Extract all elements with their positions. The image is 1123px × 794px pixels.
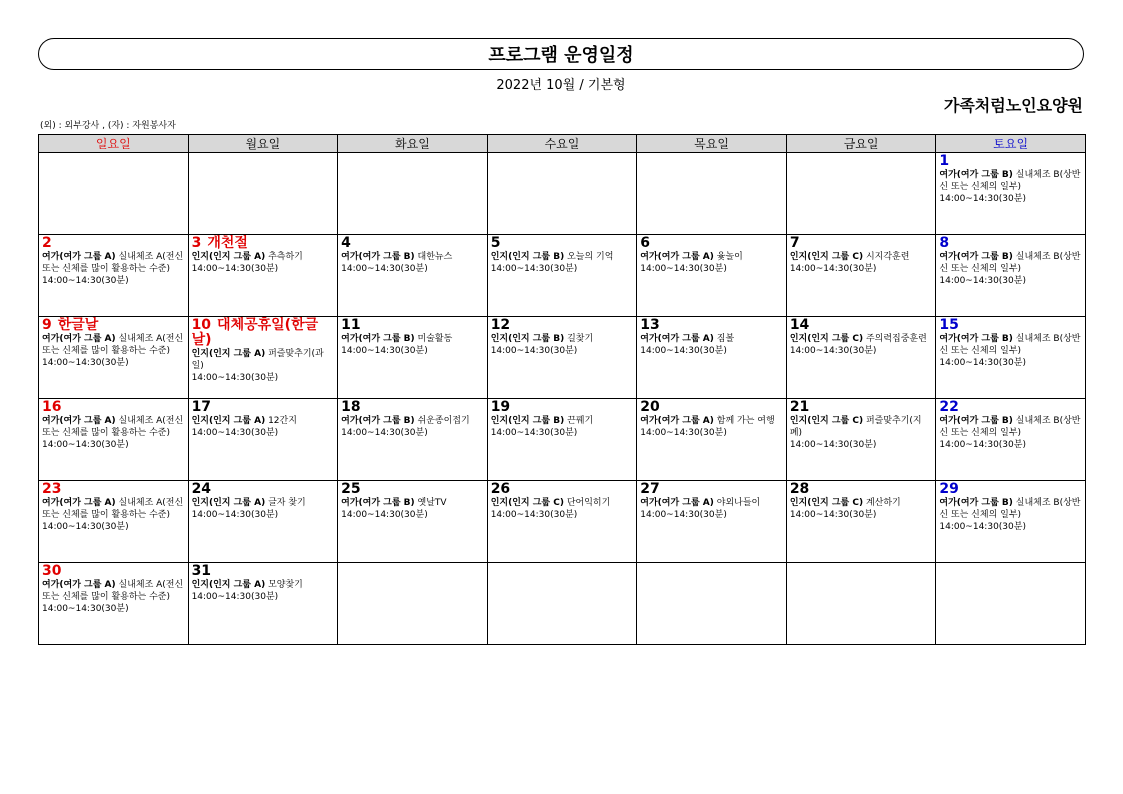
holiday-name: 한글날: [57, 317, 99, 333]
program-time: 14:00~14:30(30분): [640, 346, 727, 356]
day-number: 7: [789, 235, 800, 251]
program-entry: [42, 497, 185, 521]
program-group: 인지(인지 그룹 C): [789, 416, 864, 426]
program-activity: 실내체조 A(전신 또는 신체를 많이 활용하는 수준): [42, 580, 184, 602]
program-time: 14:00~14:30(30분): [789, 346, 877, 356]
program-group: 여가(여가 그룹 B): [939, 498, 1013, 508]
program-group: 여가(여가 그룹 A): [42, 334, 116, 344]
calendar-day-cell: [487, 399, 637, 481]
day-number-line: [790, 400, 933, 415]
program-entry: [341, 251, 484, 263]
day-number: 16: [42, 399, 62, 415]
program-entry: [42, 579, 185, 603]
program-time: 14:00~14:30(30분): [490, 510, 578, 520]
program-entry: [192, 348, 335, 372]
day-number-line: [491, 400, 634, 415]
program-activity: 길찾기: [567, 334, 594, 344]
program-time: 14:00~14:30(30분): [191, 264, 279, 274]
program-entry: [640, 497, 783, 509]
program-group: 여가(여가 그룹 B): [939, 170, 1013, 180]
day-number: 26: [490, 481, 511, 497]
day-number: 2: [42, 235, 52, 251]
day-number-line: [192, 482, 335, 497]
day-number-line: [42, 564, 185, 579]
program-group: 여가(여가 그룹 A): [640, 334, 714, 344]
calendar-day-cell: [338, 399, 488, 481]
program-activity: 실내체조 B(상반신 또는 신체의 일부): [939, 416, 1081, 438]
calendar-day-cell: [487, 563, 637, 645]
program-entry: [192, 497, 335, 509]
legend-note: (외) : 외부강사 , (자) : 자원봉사자: [40, 121, 176, 131]
program-entry: [790, 415, 933, 439]
weekday-wednesday: 수요일: [487, 135, 637, 153]
program-group: 여가(여가 그룹 B): [939, 252, 1013, 262]
program-time: 14:00~14:30(30분): [789, 440, 877, 450]
program-entry: [790, 251, 933, 263]
program-time: 14:00~14:30(30분): [42, 358, 129, 368]
day-number: 18: [341, 399, 361, 415]
program-group: 여가(여가 그룹 A): [640, 252, 714, 262]
program-group: 여가(여가 그룹 A): [640, 416, 714, 426]
program-time: 14:00~14:30(30분): [939, 522, 1026, 532]
program-group: 여가(여가 그룹 A): [42, 498, 116, 508]
program-time: 14:00~14:30(30분): [490, 428, 578, 438]
program-time: 14:00~14:30(30분): [640, 264, 727, 274]
program-time: 14:00~14:30(30분): [939, 276, 1026, 286]
program-entry: [192, 579, 335, 591]
day-number-line: [939, 482, 1082, 497]
day-number-line: [939, 318, 1082, 333]
program-activity: 주의력집중훈련: [865, 334, 927, 344]
weekday-friday: 금요일: [786, 135, 936, 153]
program-group: 여가(여가 그룹 A): [42, 580, 116, 590]
program-activity: 실내체조 A(전신 또는 신체를 많이 활용하는 수준): [42, 498, 184, 520]
program-activity: 대한뉴스: [417, 252, 453, 262]
calendar-day-cell: [487, 153, 637, 235]
day-number: 29: [939, 481, 959, 497]
day-number-line: [341, 236, 484, 251]
calendar-day-cell: [936, 235, 1086, 317]
day-number-line: [939, 236, 1082, 251]
program-entry: [491, 415, 634, 427]
day-number: 19: [490, 399, 511, 415]
program-activity: 야외나들이: [716, 498, 761, 508]
program-activity: 미술활동: [417, 334, 453, 344]
program-group: 여가(여가 그룹 B): [341, 498, 415, 508]
organization-name: 가족처럼노인요양원: [943, 96, 1083, 115]
calendar-day-cell: [487, 481, 637, 563]
program-entry: [491, 333, 634, 345]
day-number-line: [491, 482, 634, 497]
day-number-line: [640, 236, 783, 251]
day-number-line: [42, 400, 185, 415]
calendar-table: [38, 134, 1086, 645]
program-activity: 추측하기: [268, 252, 303, 262]
calendar-day-cell: [487, 235, 637, 317]
program-entry: [42, 333, 185, 357]
program-time: 14:00~14:30(30분): [42, 604, 129, 614]
program-group: 인지(인지 그룹 C): [490, 498, 564, 508]
program-time: 14:00~14:30(30분): [42, 522, 129, 532]
program-activity: 글자 찾기: [268, 498, 306, 508]
day-number-line: [192, 564, 335, 579]
program-group: 여가(여가 그룹 B): [939, 416, 1013, 426]
day-number-line: [341, 482, 484, 497]
day-number: 21: [789, 399, 810, 415]
program-group: 인지(인지 그룹 A): [191, 349, 266, 359]
program-entry: [341, 415, 484, 427]
day-number: 17: [191, 399, 212, 415]
program-activity: 계산하기: [865, 498, 901, 508]
program-activity: 실내체조 A(전신 또는 신체를 많이 활용하는 수준): [42, 334, 184, 356]
day-number: 23: [42, 481, 62, 497]
program-entry: [939, 251, 1082, 275]
program-activity: 단어익히기: [566, 498, 611, 508]
day-number-line: [790, 318, 933, 333]
calendar-day-cell: [188, 481, 338, 563]
calendar-day-cell: [786, 153, 936, 235]
calendar-day-cell: [637, 563, 787, 645]
program-activity: 실내체조 A(전신 또는 신체를 많이 활용하는 수준): [42, 416, 184, 438]
day-number-line: [491, 318, 634, 333]
day-number-line: [640, 482, 783, 497]
program-group: 인지(인지 그룹 C): [789, 252, 864, 262]
day-number-line: [341, 318, 484, 333]
program-entry: [192, 251, 335, 263]
weekday-saturday: 토요일: [936, 135, 1086, 153]
program-time: 14:00~14:30(30분): [191, 592, 279, 602]
calendar-day-cell: [338, 563, 488, 645]
program-time: 14:00~14:30(30분): [490, 346, 578, 356]
calendar-week-row: [39, 317, 1086, 399]
day-number: 15: [939, 317, 959, 333]
day-number: 14: [789, 317, 810, 333]
day-number-line: [42, 482, 185, 497]
program-activity: 퍼즐맞추기(지폐): [789, 416, 922, 438]
program-time: 14:00~14:30(30분): [789, 264, 877, 274]
program-group: 여가(여가 그룹 B): [341, 416, 415, 426]
day-number: 12: [490, 317, 511, 333]
page-title: [38, 38, 1084, 70]
calendar-day-cell: [786, 481, 936, 563]
program-group: 여가(여가 그룹 B): [341, 252, 415, 262]
calendar-day-cell: [637, 399, 787, 481]
program-group: 인지(인지 그룹 A): [191, 416, 266, 426]
day-number-line: [939, 400, 1082, 415]
program-activity: 옛날TV: [417, 498, 447, 508]
calendar-day-cell: [786, 235, 936, 317]
weekday-header-row: [39, 135, 1086, 153]
program-activity: 퍼즐맞추기(과일): [191, 349, 324, 371]
program-time: 14:00~14:30(30분): [640, 428, 727, 438]
program-activity: 실내체조 B(상반신 또는 신체의 일부): [939, 252, 1081, 274]
program-group: 인지(인지 그룹 A): [191, 252, 266, 262]
calendar-day-cell: [39, 481, 189, 563]
subtitle: 2022년 10월 / 기본형: [496, 78, 626, 93]
day-number-line: [790, 482, 933, 497]
calendar-day-cell: [786, 399, 936, 481]
day-number: 30: [42, 563, 62, 579]
program-group: 여가(여가 그룹 A): [640, 498, 714, 508]
program-group: 인지(인지 그룹 A): [191, 498, 266, 508]
program-time: 14:00~14:30(30분): [341, 346, 428, 356]
day-number-line: [192, 318, 335, 348]
day-number: 13: [640, 317, 660, 333]
calendar-day-cell: [936, 399, 1086, 481]
calendar-day-cell: [338, 481, 488, 563]
program-entry: [491, 497, 634, 509]
program-group: 여가(여가 그룹 A): [42, 416, 116, 426]
weekday-thursday: 목요일: [637, 135, 787, 153]
program-activity: 오늘의 기억: [567, 252, 614, 262]
day-number: 20: [640, 399, 660, 415]
day-number-line: [192, 236, 335, 251]
day-number: 9: [42, 317, 52, 333]
calendar-day-cell: [338, 235, 488, 317]
program-activity: 짐볼: [716, 334, 735, 344]
calendar-day-cell: [936, 563, 1086, 645]
calendar-week-row: [39, 153, 1086, 235]
day-number: 31: [191, 563, 212, 579]
day-number: 24: [191, 481, 212, 497]
calendar-body: [39, 153, 1086, 645]
program-time: 14:00~14:30(30분): [42, 276, 129, 286]
program-time: 14:00~14:30(30분): [191, 510, 279, 520]
calendar-day-cell: [338, 317, 488, 399]
program-time: 14:00~14:30(30분): [42, 440, 129, 450]
program-activity: 함께 가는 여행: [716, 416, 775, 426]
program-entry: [640, 415, 783, 427]
calendar-day-cell: [188, 153, 338, 235]
program-time: 14:00~14:30(30분): [341, 510, 428, 520]
program-entry: [192, 415, 335, 427]
holiday-name: 대체공휴일(한글날): [191, 317, 319, 348]
program-entry: [790, 497, 933, 509]
program-group: 여가(여가 그룹 B): [341, 334, 415, 344]
program-entry: [939, 497, 1082, 521]
program-entry: [939, 415, 1082, 439]
weekday-tuesday: 화요일: [338, 135, 488, 153]
program-time: 14:00~14:30(30분): [341, 264, 428, 274]
calendar-day-cell: [39, 399, 189, 481]
day-number: 28: [789, 481, 810, 497]
program-time: 14:00~14:30(30분): [640, 510, 727, 520]
program-entry: [42, 251, 185, 275]
program-group: 여가(여가 그룹 B): [939, 334, 1013, 344]
calendar-day-cell: [786, 317, 936, 399]
day-number: 8: [939, 235, 950, 251]
program-activity: 12간지: [268, 416, 297, 426]
day-number: 5: [490, 235, 501, 251]
day-number: 3: [191, 235, 202, 251]
day-number-line: [42, 236, 185, 251]
calendar-day-cell: [936, 153, 1086, 235]
calendar-day-cell: [487, 317, 637, 399]
program-activity: 실내체조 B(상반신 또는 신체의 일부): [939, 498, 1081, 520]
day-number-line: [640, 318, 783, 333]
weekday-monday: 월요일: [188, 135, 338, 153]
title-text: 프로그램 운영일정: [488, 45, 634, 66]
program-activity: 쉬운종이접기: [417, 416, 470, 426]
program-entry: [341, 333, 484, 345]
program-activity: 실내체조 A(전신 또는 신체를 많이 활용하는 수준): [42, 252, 184, 274]
calendar-day-cell: [188, 235, 338, 317]
day-number: 6: [640, 235, 650, 251]
program-time: 14:00~14:30(30분): [939, 194, 1026, 204]
program-activity: 모양찾기: [268, 580, 303, 590]
program-time: 14:00~14:30(30분): [191, 373, 279, 383]
program-entry: [790, 333, 933, 345]
holiday-name: 개천절: [207, 235, 248, 251]
program-group: 인지(인지 그룹 B): [490, 416, 565, 426]
day-number: 22: [939, 399, 959, 415]
day-number: 25: [341, 481, 361, 497]
calendar-day-cell: [637, 235, 787, 317]
program-entry: [42, 415, 185, 439]
program-entry: [640, 333, 783, 345]
calendar-day-cell: [936, 317, 1086, 399]
weekday-sunday: 일요일: [39, 135, 189, 153]
calendar-week-row: [39, 235, 1086, 317]
program-group: 인지(인지 그룹 B): [490, 252, 565, 262]
program-entry: [640, 251, 783, 263]
program-activity: 실내체조 B(상반신 또는 신체의 일부): [939, 334, 1081, 356]
day-number-line: [491, 236, 634, 251]
program-time: 14:00~14:30(30분): [490, 264, 578, 274]
calendar-day-cell: [786, 563, 936, 645]
program-entry: [939, 333, 1082, 357]
calendar-day-cell: [637, 317, 787, 399]
day-number-line: [790, 236, 933, 251]
calendar-week-row: [39, 399, 1086, 481]
calendar-day-cell: [637, 481, 787, 563]
calendar-day-cell: [936, 481, 1086, 563]
program-activity: 시지각훈련: [865, 252, 910, 262]
program-time: 14:00~14:30(30분): [341, 428, 428, 438]
calendar-day-cell: [39, 153, 189, 235]
day-number-line: [640, 400, 783, 415]
calendar-day-cell: [637, 153, 787, 235]
calendar-day-cell: [188, 317, 338, 399]
day-number-line: [192, 400, 335, 415]
program-activity: 윷놀이: [716, 252, 743, 262]
day-number-line: [42, 318, 185, 333]
program-time: 14:00~14:30(30분): [939, 358, 1026, 368]
day-number: 1: [939, 153, 950, 169]
program-time: 14:00~14:30(30분): [789, 510, 877, 520]
program-activity: 끈꿰기: [567, 416, 594, 426]
day-number: 27: [640, 481, 660, 497]
program-group: 인지(인지 그룹 B): [490, 334, 565, 344]
calendar-week-row: [39, 563, 1086, 645]
program-group: 인지(인지 그룹 A): [191, 580, 266, 590]
program-group: 여가(여가 그룹 A): [42, 252, 116, 262]
calendar-day-cell: [338, 153, 488, 235]
program-time: 14:00~14:30(30분): [191, 428, 279, 438]
calendar-day-cell: [39, 235, 189, 317]
day-number: 11: [341, 317, 361, 333]
program-activity: 실내체조 B(상반신 또는 신체의 일부): [939, 170, 1081, 192]
calendar-day-cell: [39, 563, 189, 645]
day-number-line: [939, 154, 1082, 169]
calendar-day-cell: [188, 399, 338, 481]
day-number-line: [341, 400, 484, 415]
calendar-week-row: [39, 481, 1086, 563]
day-number: 4: [341, 235, 351, 251]
program-group: 인지(인지 그룹 C): [789, 334, 864, 344]
program-group: 인지(인지 그룹 C): [789, 498, 864, 508]
program-time: 14:00~14:30(30분): [939, 440, 1026, 450]
calendar-day-cell: [188, 563, 338, 645]
program-entry: [939, 169, 1082, 193]
day-number: 10: [191, 317, 212, 333]
program-entry: [491, 251, 634, 263]
calendar-day-cell: [39, 317, 189, 399]
program-entry: [341, 497, 484, 509]
